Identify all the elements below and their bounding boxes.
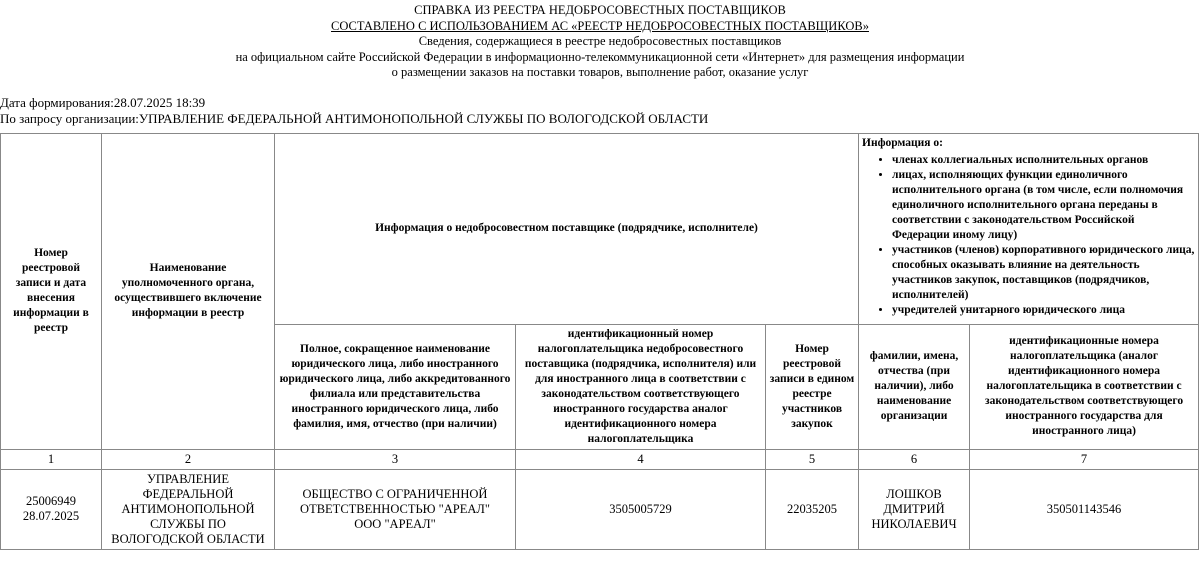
header-col-1: Номер реестровой записи и дата внесения информации в реестр xyxy=(1,133,102,449)
column-numbers-row xyxy=(1,449,1199,469)
info-title: Информация о: xyxy=(862,136,943,149)
table-row xyxy=(1,469,1199,549)
info-item: • лицах, исполняющих функции единоличного исполнительного органа (в том числе, если полномочия единоличного исполнительного органа переданы в соответствии с законодательством Российской Федерации иному лицу) xyxy=(892,168,1195,243)
info-item: • членах коллегиальных исполнительных органов xyxy=(892,153,1195,168)
doc-line-1: Сведения, содержащиеся в реестре недобросовестных поставщиков xyxy=(418,34,782,48)
header-col-7: идентификационные номера налогоплательщика (аналог идентификационного номера налогоплательщика в соответствии с законодательством соответствующего иностранного государства для иностранного лица) xyxy=(970,324,1199,449)
header-col-5: Номер реестровой записи в едином реестре участников закупок xyxy=(766,324,859,449)
document-header xyxy=(0,3,1200,81)
col-number: 3 xyxy=(275,449,516,469)
col-number: 1 xyxy=(1,449,102,469)
header-col-3: Полное, сокращенное наименование юридического лица, либо иностранного юридического лица, либо аккредитованного филиала или представительства иностранного юридического лица, либо фамилия, имя, отчество (при наличии) xyxy=(275,324,516,449)
person-cell: ЛОШКОВ ДМИТРИЙ НИКОЛАЕВИЧ xyxy=(859,469,970,549)
supplier-name-cell xyxy=(275,469,516,549)
doc-subtitle: СОСТАВЛЕНО С ИСПОЛЬЗОВАНИЕМ АС «РЕЕСТР НЕДОБРОСОВЕСТНЫХ ПОСТАВЩИКОВ» xyxy=(331,18,869,33)
requesting-org: По запросу организации:УПРАВЛЕНИЕ ФЕДЕРАЛЬНОЙ АНТИМОНОПОЛЬНОЙ СЛУЖБЫ ПО ВОЛОГОДСКОЙ ОБЛАСТИ xyxy=(0,110,709,126)
inn-cell: 3505005729 xyxy=(516,469,766,549)
header-persons-group xyxy=(859,133,1199,324)
generation-date: Дата формирования:28.07.2025 18:39 xyxy=(0,94,206,110)
col-number: 5 xyxy=(766,449,859,469)
header-col-4: идентификационный номер налогоплательщика недобросовестного поставщика (подрядчика, исполнителя) или для иностранного лица в соответствии с законодательством соответствующего иностранного государства аналог идентификационного номера налогоплательщика xyxy=(516,324,766,449)
doc-line-2: на официальном сайте Российской Федерации в информационно-телекоммуникационной сети «Интернет» для размещения информации xyxy=(235,49,965,64)
doc-line-3: о размещении заказов на поставки товаров, выполнение работ, оказание услуг xyxy=(391,65,809,79)
col-number: 6 xyxy=(859,449,970,469)
header-col-6: фамилии, имена, отчества (при наличии), либо наименование организации xyxy=(859,324,970,449)
col-number: 7 xyxy=(970,449,1199,469)
authority-cell: УПРАВЛЕНИЕ ФЕДЕРАЛЬНОЙ АНТИМОНОПОЛЬНОЙ СЛУЖБЫ ПО ВОЛОГОДСКОЙ ОБЛАСТИ xyxy=(102,469,275,549)
reg-number: 25006949 xyxy=(26,494,76,508)
meta-block xyxy=(0,95,1200,127)
person-inn-cell: 350501143546 xyxy=(970,469,1199,549)
registry-entry-cell xyxy=(1,469,102,549)
header-supplier-group: Информация о недобросовестном поставщике (подрядчике, исполнителе) xyxy=(275,133,859,324)
doc-title: СПРАВКА ИЗ РЕЕСТРА НЕДОБРОСОВЕСТНЫХ ПОСТАВЩИКОВ xyxy=(414,3,786,17)
reg-date: 28.07.2025 xyxy=(22,509,80,523)
info-item: • участников (членов) корпоративного юридического лица, способных оказывать влияние на деятельность участников закупок, поставщиков (подрядчиков, исполнителей) xyxy=(892,243,1195,303)
col-number: 2 xyxy=(102,449,275,469)
header-col-2: Наименование уполномоченного органа, осуществившего включение информации в реестр xyxy=(102,133,275,449)
registry-table xyxy=(0,133,1199,550)
supplier-short-name: ООО "АРЕАЛ" xyxy=(354,516,436,531)
info-item: • учредителей унитарного юридического лица xyxy=(892,303,1195,318)
col-number: 4 xyxy=(516,449,766,469)
eruz-number-cell: 22035205 xyxy=(766,469,859,549)
supplier-full-name: ОБЩЕСТВО С ОГРАНИЧЕННОЙ ОТВЕТСТВЕННОСТЬЮ "АРЕАЛ" xyxy=(300,486,490,516)
